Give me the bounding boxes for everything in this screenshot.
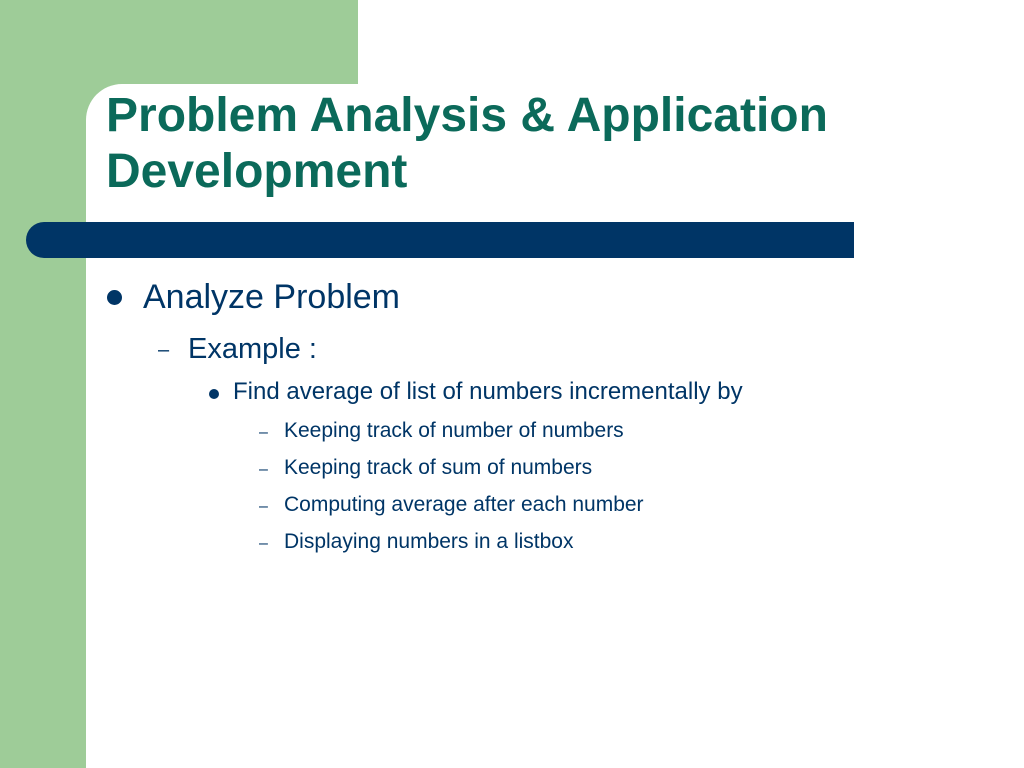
bullet-level4-item: Displaying numbers in a listbox bbox=[284, 530, 574, 553]
title-line-2: Development bbox=[106, 145, 408, 198]
bullet-level1: Analyze Problem bbox=[143, 278, 401, 316]
bullet-dot-icon bbox=[107, 290, 122, 305]
dash-icon: – bbox=[259, 535, 268, 552]
title-line-1: Problem Analysis & Application bbox=[106, 89, 828, 142]
bullet-level4-item: Keeping track of sum of numbers bbox=[284, 456, 593, 479]
bullet-level3: Find average of list of numbers incrementally by bbox=[233, 378, 743, 405]
bullet-level2: Example : bbox=[188, 333, 317, 365]
bullet-level4-item: Computing average after each number bbox=[284, 493, 644, 516]
dash-icon: – bbox=[259, 461, 268, 478]
dash-icon: – bbox=[259, 424, 268, 441]
bullet-level4-item: Keeping track of number of numbers bbox=[284, 419, 624, 442]
dash-icon: – bbox=[259, 498, 268, 515]
dash-icon: – bbox=[158, 339, 170, 361]
bullet-dot-icon bbox=[209, 389, 219, 399]
